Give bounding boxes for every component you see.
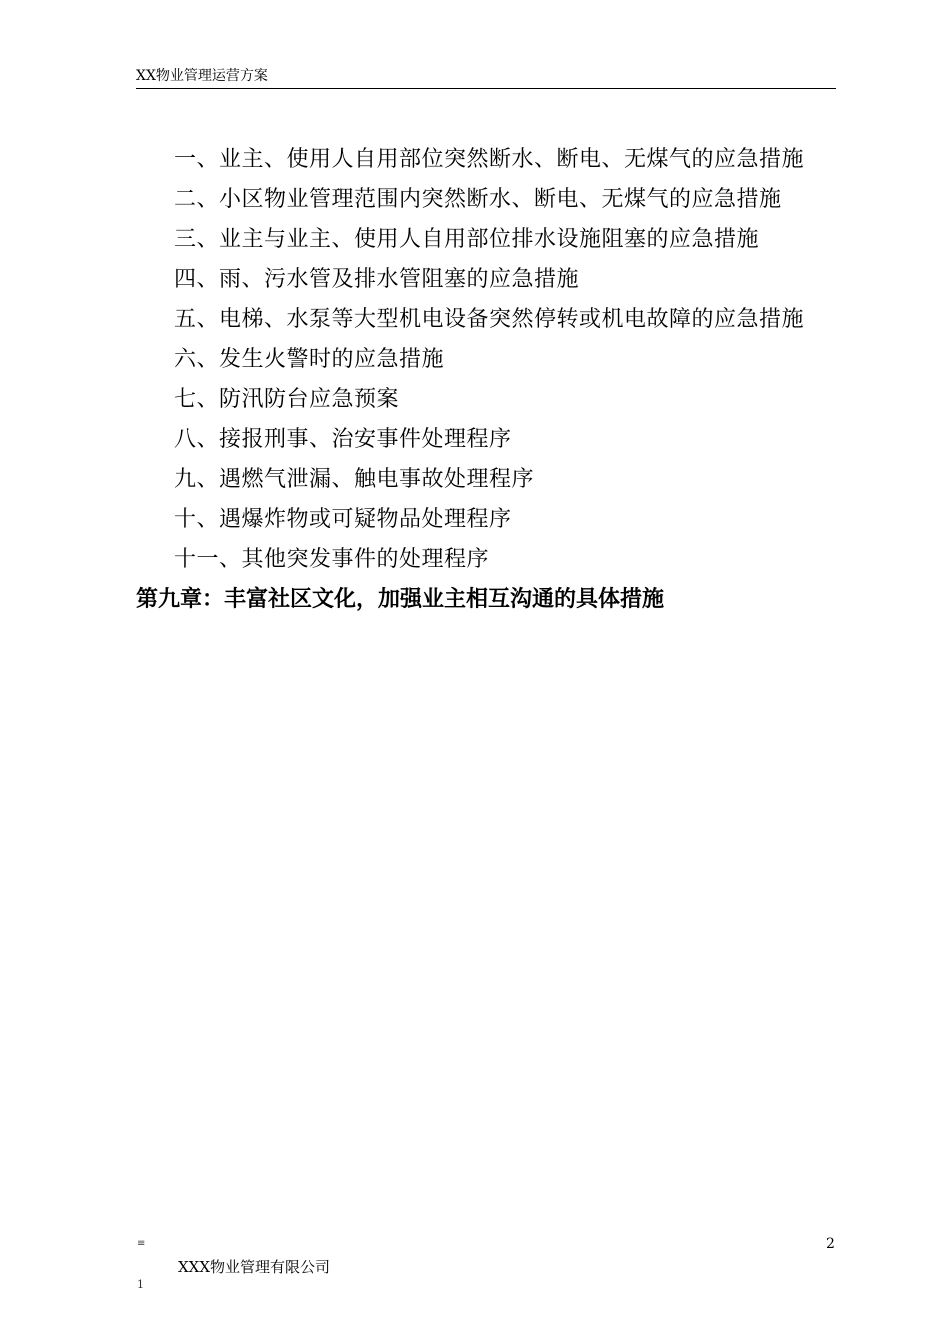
footer-company: XXX物业管理有限公司 [178, 1258, 331, 1276]
toc-item: 八、接报刑事、治安事件处理程序 [174, 427, 512, 452]
toc-item: 十一、其他突发事件的处理程序 [174, 547, 490, 572]
toc-item: 十、遇爆炸物或可疑物品处理程序 [174, 507, 512, 532]
toc-item: 五、电梯、水泵等大型机电设备突然停转或机电故障的应急措施 [174, 307, 805, 332]
page-header [136, 66, 836, 89]
toc-item: 七、防汛防台应急预案 [174, 387, 400, 412]
footer-sub-number: 1 [137, 1278, 144, 1291]
toc-item: 二、小区物业管理范围内突然断水、断电、无煤气的应急措施 [174, 187, 782, 212]
chapter-heading: 第九章：丰富社区文化，加强业主相互沟通的具体措施 [136, 587, 665, 612]
toc-item: 一、业主、使用人自用部位突然断水、断电、无煤气的应急措施 [174, 147, 805, 172]
footer-mark: ≡ [137, 1238, 146, 1249]
toc-content [136, 140, 836, 620]
toc-item: 三、业主与业主、使用人自用部位排水设施阻塞的应急措施 [174, 227, 760, 252]
toc-item: 六、发生火警时的应急措施 [174, 347, 445, 372]
page-number: 2 [826, 1236, 835, 1252]
header-title: XX物业管理运营方案 [136, 68, 268, 84]
toc-item: 九、遇燃气泄漏、触电事故处理程序 [174, 467, 535, 492]
toc-item: 四、雨、污水管及排水管阻塞的应急措施 [174, 267, 580, 292]
